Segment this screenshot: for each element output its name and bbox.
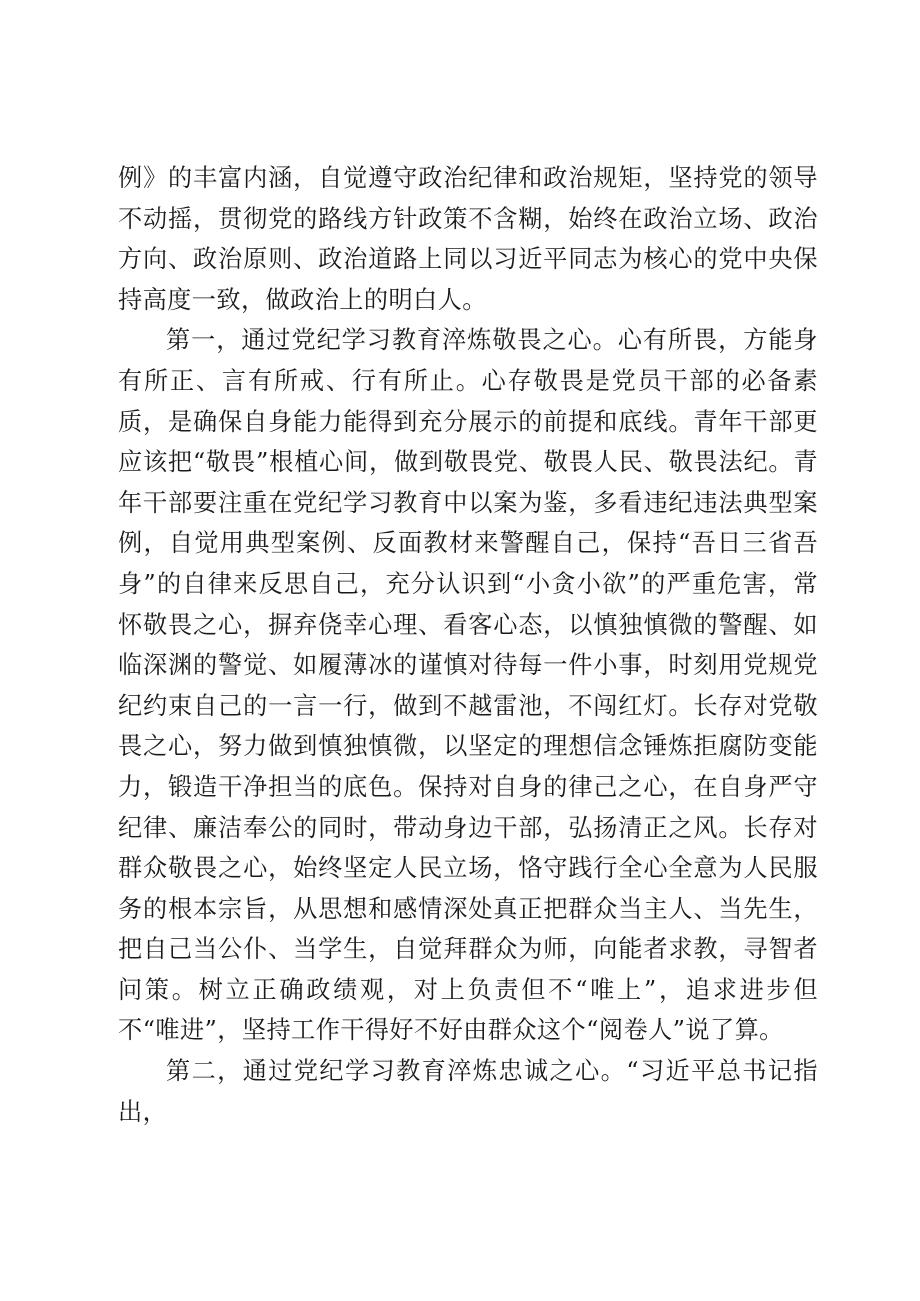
paragraph-continuation: 例》的丰富内涵，自觉遵守政治纪律和政治规矩，坚持党的领导不动摇，贯彻党的路线方针政策不含糊，始终在政治立场、政治方向、政治原则、政治道路上同以习近平同志为核心的党中央保持高度一致，做政治上的明白人。 <box>118 164 818 314</box>
paragraph-second-point: 第二，通过党纪学习教育淬炼忠诚之心。“习近平总书记指出， <box>118 1057 818 1126</box>
paragraph-first-point: 第一，通过党纪学习教育淬炼敬畏之心。心有所畏，方能身有所正、言有所戒、行有所止。心存敬畏是党员干部的必备素质，是确保自身能力能得到充分展示的前提和底线。青年干部更应该把“敬畏”根植心间，做到敬畏党、敬畏人民、敬畏法纪。青年干部要注重在党纪学习教育中以案为鉴，多看违纪违法典型案例，自觉用典型案例、反面教材来警醒自己，保持“吾日三省吾身”的自律来反思自己，充分认识到“小贪小欲”的严重危害，常怀敬畏之心，摒弃侥幸心理、看客心态，以慎独慎微的警醒、如临深渊的警觉、如履薄冰的谨慎对待每一件小事，时刻用党规党纪约束自己的一言一行，做到不越雷池，不闯红灯。长存对党敬畏之心，努力做到慎独慎微，以坚定的理想信念锤炼拒腐防变能力，锻造干净担当的底色。保持对自身的律己之心，在自身严守纪律、廉洁奉公的同时，带动身边干部，弘扬清正之风。长存对群众敬畏之心，始终坚定人民立场，恪守践行全心全意为人民服务的根本宗旨，从思想和感情深处真正把群众当主人、当先生，把自己当公仆、当学生，自觉拜群众为师，向能者求教，寻智者问策。树立正确政绩观，对上负责但不“唯上”，追求进步但不“唯进”，坚持工作干得好不好由群众这个“阅卷人”说了算。 <box>118 326 818 1045</box>
document-body <box>118 158 818 1132</box>
